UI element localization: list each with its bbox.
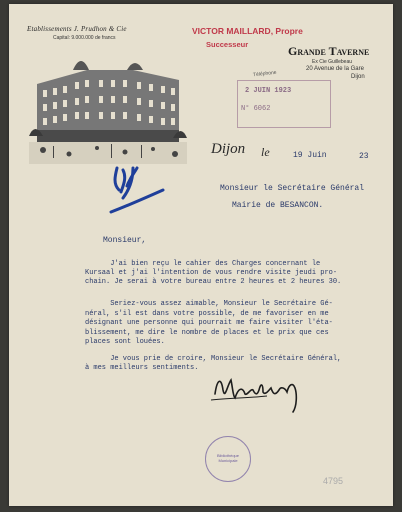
building-engraving [29,50,187,164]
blue-pencil-initials [109,164,169,224]
paragraph-1: J'ai bien reçu le cahier des Charges concernant le Kursaal et j'ai l'intention de vous rendre visite jeudi pro- chain. Je serai à votre bureau entre 2 heures et 2 heures 30. [85,260,342,286]
recipient-title: Monsieur le Secrétaire Général [220,184,365,193]
letter-date: 19 Juin [293,151,327,160]
letterhead-city: Dijon [351,74,365,80]
shelfmark: 4795 [323,476,344,486]
letterhead-address: 20 Avenue de la Gare [306,66,364,72]
company-capital: Capital: 9.000.000 de francs [53,35,116,41]
letter-page [9,4,393,506]
received-stamp-date: 2 JUIN 1923 [245,87,292,95]
salutation: Monsieur, [103,236,147,245]
letter-year: 23 [359,152,369,161]
recipient-office: Mairie de BESANCON. [232,201,324,210]
proprietor-stamp: VICTOR MAILLARD, Propre [192,26,303,36]
telephone-label: Téléphone [252,69,277,79]
paragraph-3: Je vous prie de croire, Monsieur le Secrétaire Général, à mes meilleurs sentiments. [85,355,342,372]
letter-le: le [261,145,270,159]
brand-name: Grande Taverne [288,44,370,58]
paragraph-2: Seriez-vous assez aimable, Monsieur le Secrétaire Gé- néral, s'il est dans votre possible, de me favoriser en me désignant une personne qui pourrait me faire visiter l'éta- blissement, me dire le nombre de places et le prix que ces places sont louées. [85,300,333,346]
received-stamp-number: N° 6062 [241,105,271,113]
handwritten-signature [209,366,319,416]
successor-stamp: Successeur [206,40,249,49]
company-name: Etablissements J. Prudhon & Cie [27,25,127,33]
brand-subtitle: Ex Cie Guillebeau [312,59,353,65]
letter-place: Dijon [211,141,246,157]
library-stamp-text: Bibliothèque Municipale [216,453,240,463]
